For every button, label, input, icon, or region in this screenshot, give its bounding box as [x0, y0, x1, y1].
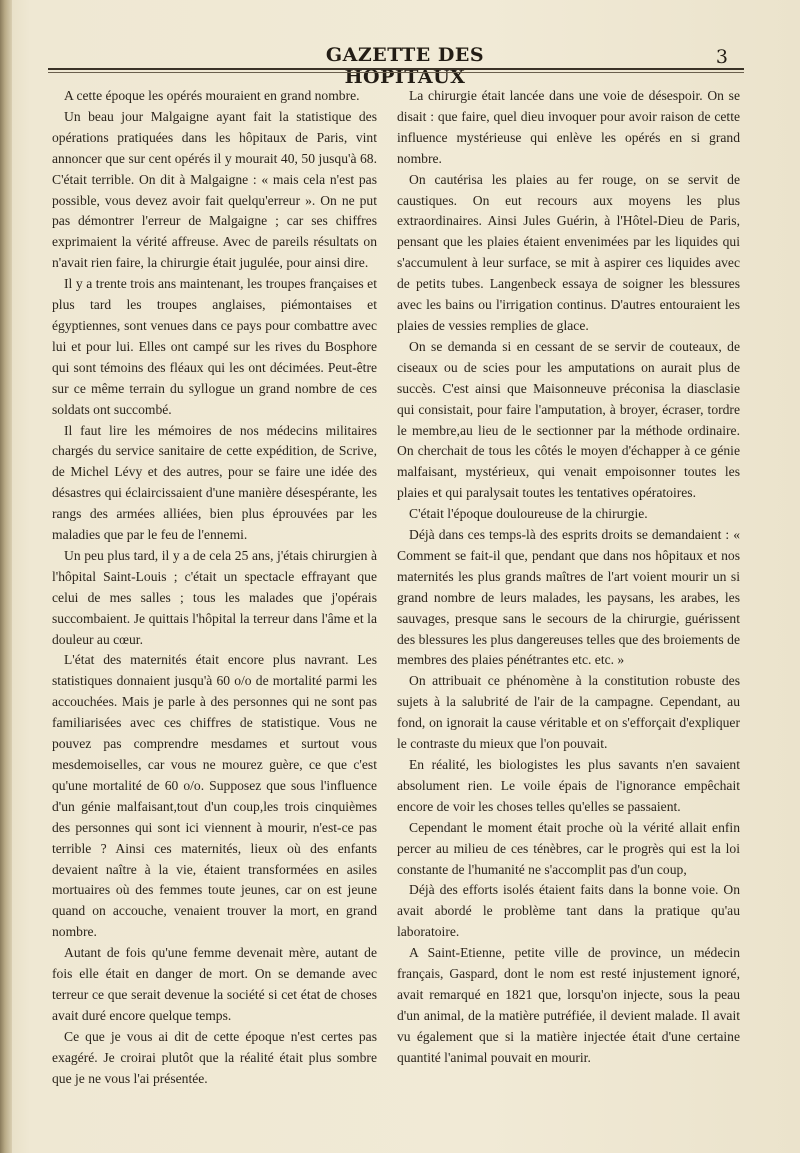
newspaper-title: GAZETTE DES HOPITAUX: [325, 44, 485, 88]
paragraph: Ce que je vous ai dit de cette époque n'est certes pas exagéré. Je croirai plutôt que la réalité était plus sombre que je ne vous l'ai présentée.: [52, 1028, 377, 1086]
paragraph: Il faut lire les mémoires de nos médecins militaires chargés du service sanitaire de cette expédition, de Scrive, de Michel Lévy et des autres, pour se faire une idée des désastres qui éclaircissaient d'une manière désespérante, les rangs des armées alliées, bien plus éprouvées par les maladies que par le feu de l'ennemi.: [52, 422, 377, 543]
binding-edge: [0, 0, 12, 1153]
header-rule: [48, 68, 744, 70]
paragraph: La chirurgie était lancée dans une voie de désespoir. On se disait : que faire, quel dieu invoquer pour avoir raison de cette influence mystérieuse qui enlève les opérés en si grand nombre.: [397, 88, 740, 166]
right-column: [397, 86, 740, 1069]
paragraph: Déjà des efforts isolés étaient faits dans la bonne voie. On avait abordé le problème tant dans la pratique qu'au laboratoire.: [397, 882, 740, 940]
paragraph: On se demanda si en cessant de se servir de couteaux, de ciseaux ou de scies pour les amputations on aurait plus de succès. C'est ainsi que Maisonneuve préconisa la diasclasie qui consistait, pour faire l'amputation, à broyer, écraser, tordre le membre,au lieu de le sectionner par la méthode ordinaire. On cherchait de tous les côtés le moyen d'échapper à ce génie malfaisant, mystérieux, qui venait empoisonner toutes les plaies et qui paralysait toutes les tentatives opératoires.: [397, 338, 740, 501]
left-column: [52, 86, 377, 1090]
header-rule-thin: [48, 72, 744, 73]
paragraph: L'état des maternités était encore plus navrant. Les statistiques donnaient jusqu'à 60 o/o de mortalité parmi les accouchées. Mais je parle à des personnes qui ne sont pas familiarisées avec ces chiffres de statistique. Vous ne pouvez pas comprendre mesdames et surtout vous mesdemoiselles, car vous ne mourez guère, ce que c'est qu'une mortalité de 60 o/o. Supposez que sous l'influence d'un génie malfaisant,tout d'un coup,les trois cinquièmes des personnes qui sont ici viennent à mourir, n'est-ce pas terrible ? Ainsi ces maternités, lieux où des enfants devaient naître à la vie, étaient transformées en asiles mortuaires où des femmes toute jeunes, car on est jeune quand on accouche, venaient trouver la mort, en grand nombre.: [52, 652, 377, 940]
paragraph: C'était l'époque douloureuse de la chirurgie.: [409, 506, 648, 522]
paragraph: Déjà dans ces temps-là des esprits droits se demandaient : « Comment se fait-il que, pendant que dans nos hôpitaux et nos maternités les plus grands maîtres de l'art voient mourir un si grand nombre de leurs malades, les paysans, les arabes, les sauvages, presque sans le secours de la chirurgie, guérissent des blessures les plus dangereuses telles que des broiements de membres des plaies pénétrantes etc. etc. »: [397, 527, 740, 668]
paragraph: A cette époque les opérés mouraient en grand nombre.: [64, 88, 360, 103]
paragraph: On attribuait ce phénomène à la constitution robuste des sujets à la salubrité de l'air de la campagne. Cependant, au fond, on ignorait la cause véritable et on s'efforçait d'expliquer le contraste du mieux que l'on pouvait.: [397, 673, 740, 752]
paragraph: En réalité, les biologistes les plus savants n'en savaient absolument rien. Le voile épais de l'ignorance empêchait encore de voir les choses telles qu'elles se passaient.: [397, 757, 740, 814]
page-number: 3: [715, 46, 728, 68]
paragraph: Un peu plus tard, il y a de cela 25 ans, j'étais chirurgien à l'hôpital Saint-Louis ; c'était un spectacle effrayant que celui de mes salles ; tous les malades que j'opérais succombaient. Je quittais l'hôpital la terreur dans l'âme et la douleur au cœur.: [52, 547, 377, 647]
paragraph: Cependant le moment était proche où la vérité allait enfin percer au milieu de ces ténèbres, car le progrès qui est la loi constante de l'humanité ne s'accomplit pas d'un coup,: [397, 819, 740, 877]
paragraph: Autant de fois qu'une femme devenait mère, autant de fois elle était en danger de mort. On se demande avec terreur ce que serait devenue la société si cet état de choses avait duré encore quelque temps.: [52, 945, 377, 1023]
paragraph: Un beau jour Malgaigne ayant fait la statistique des opérations pratiquées dans les hôpitaux de Paris, vint annoncer que sur cent opérés il y mourait 40, 50 jusqu'à 68. C'était terrible. On dit à Malgaigne : « mais cela n'est pas possible, vous devez avoir fait quelqu'erreur ». On ne put pas démontrer l'erreur de Malgaigne ; car ses chiffres exprimaient la vérité affreuse. Avec de pareils résultats on n'avait rien faire, la chirurgie était jugulée, pour ainsi dire.: [52, 108, 377, 271]
paragraph: Il y a trente trois ans maintenant, les troupes françaises et plus tard les troupes anglaises, piémontaises et égyptiennes, sont venues dans ce pays pour combattre avec lui et pour lui. Elles ont campé sur les rives du Bosphore qui sont témoins des fléaux qui les ont décimées. Peut-être sur ce même terrain du syllogue un grand nombre de ces soldats ont succombé.: [52, 276, 377, 417]
paragraph: A Saint-Etienne, petite ville de province, un médecin français, Gaspard, dont le nom est resté injustement ignoré, avait remarqué en 1821 que, lorsqu'on injecte, sous la peau d'un animal, de la matière putréfiée, il devient malade. Il avait vu également que si la matière injectée était d'une certaine quantité l'animal pouvait en mourir.: [397, 945, 740, 1065]
paragraph: On cautérisa les plaies au fer rouge, on se servit de caustiques. On eut recours aux moyens les plus extraordinaires. Ainsi Jules Guérin, à l'Hôtel-Dieu de Paris, pensant que les plaies étaient envenimées par les liquides qui s'accumulent à leur surface, se mit à aspirer ces liquides avec de petits tubes. Langenbeck essaya de soigner les blessures avec les bains ou l'irrigation continus. D'autres entouraient les plaies de vessies remplies de glace.: [397, 171, 740, 333]
